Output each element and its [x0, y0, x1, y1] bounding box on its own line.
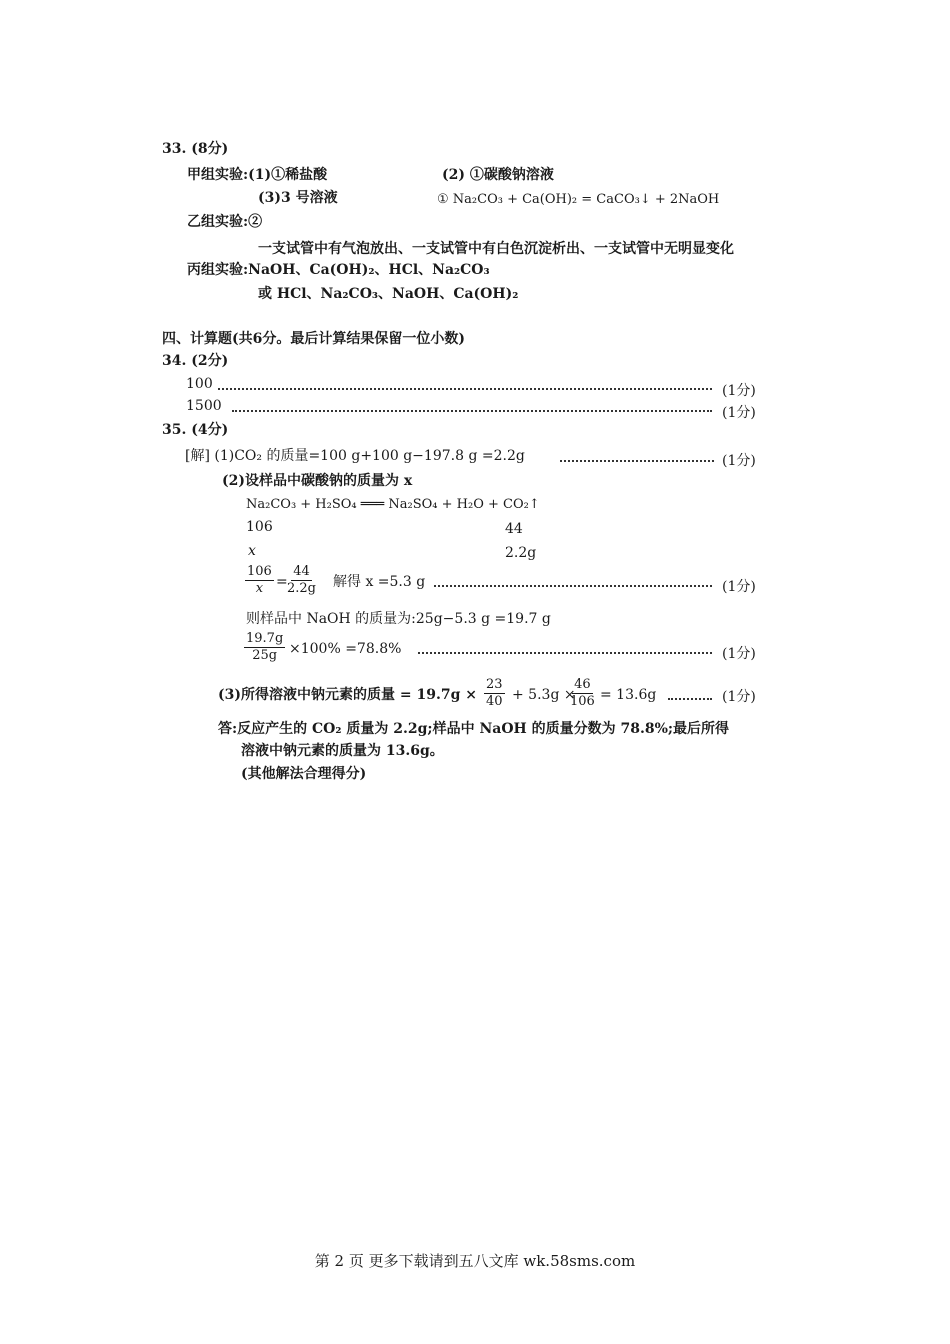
q34-header: 34. (2分)	[162, 353, 229, 369]
q35-pct-den: 25g	[252, 648, 278, 663]
q35-step3-fraction1	[484, 678, 505, 709]
q35-mr-na2co3: 106	[246, 519, 273, 535]
q33-jia-equation: ① Na₂CO₃ + Ca(OH)₂ = CaCO₃↓ + 2NaOH	[437, 192, 720, 207]
q35-step3-b: + 5.3g ×	[512, 687, 576, 703]
q33-bing-line1: 丙组实验:NaOH、Ca(OH)₂、HCl、Na₂CO₃	[187, 262, 490, 278]
q33-header: 33. (8分)	[162, 141, 229, 157]
q35-solve-score: (1分)	[722, 579, 756, 595]
q34-answer1-score: (1分)	[722, 383, 756, 399]
q33-jia-part3: (3)3 号溶液	[258, 190, 338, 206]
q35-pct-fraction	[244, 632, 285, 663]
q35-ratio-num1: 106	[247, 564, 272, 579]
q35-pct-score: (1分)	[722, 646, 756, 662]
leader-dots	[418, 652, 712, 654]
q33-jia-part2: (2) ①碳酸钠溶液	[442, 167, 554, 183]
q35-ratio-equals: =	[276, 574, 288, 590]
q35-step3-f1-num: 23	[486, 677, 503, 692]
q35-step3-score: (1分)	[722, 689, 756, 705]
q35-step1: [解] (1)CO₂ 的质量=100 g+100 g−197.8 g =2.2g	[185, 448, 525, 464]
q34-answer2: 1500	[186, 398, 222, 414]
q35-ratio-fraction1	[245, 565, 274, 596]
leader-dots	[560, 460, 714, 462]
q35-step2: (2)设样品中碳酸钠的质量为 x	[222, 473, 413, 489]
q35-pct-rest: ×100% =78.8%	[289, 641, 402, 657]
q33-jia-label: 甲组实验:(1)①稀盐酸	[187, 167, 328, 183]
section4-title: 四、计算题(共6分。最后计算结果保留一位小数)	[162, 331, 465, 347]
q34-answer1: 100	[186, 376, 213, 392]
leader-dots	[668, 698, 712, 700]
q35-reaction-equation: Na₂CO₃ + H₂SO₄ ═══ Na₂SO₄ + H₂O + CO₂↑	[246, 497, 540, 512]
q34-answer2-score: (1分)	[722, 405, 756, 421]
q35-step1-score: (1分)	[722, 453, 756, 469]
q35-answer-line2: 溶液中钠元素的质量为 13.6g。	[241, 743, 444, 759]
q33-yi-label: 乙组实验:②	[187, 214, 263, 230]
q35-note: (其他解法合理得分)	[241, 766, 367, 782]
page-footer: 第 2 页 更多下载请到五八文库 wk.58sms.com	[314, 1252, 636, 1270]
q35-solve: 解得 x =5.3 g	[333, 574, 426, 590]
q35-naoh-mass: 则样品中 NaOH 的质量为:25g−5.3 g =19.7 g	[246, 611, 551, 627]
q35-ratio-num2: 44	[293, 564, 310, 579]
q35-step3-f2-den: 106	[570, 694, 595, 709]
q35-step3-f1-den: 40	[486, 694, 503, 709]
q35-pct-num: 19.7g	[246, 631, 284, 646]
q35-ratio-den2: 2.2g	[287, 581, 316, 596]
q35-var-x: x	[248, 543, 256, 559]
q33-bing-line2: 或 HCl、Na₂CO₃、NaOH、Ca(OH)₂	[258, 286, 519, 302]
q35-step3-a: (3)所得溶液中钠元素的质量 = 19.7g ×	[218, 687, 477, 703]
leader-dots	[218, 388, 712, 390]
q35-step3-f2-num: 46	[574, 677, 591, 692]
q35-mass-co2: 2.2g	[505, 545, 537, 561]
q35-ratio-fraction2	[285, 565, 318, 596]
leader-dots	[232, 410, 712, 412]
q33-yi-text: 一支试管中有气泡放出、一支试管中有白色沉淀析出、一支试管中无明显变化	[258, 241, 734, 257]
leader-dots	[434, 585, 712, 587]
q35-step3-c: = 13.6g	[600, 687, 657, 703]
q35-ratio-den1: x	[255, 581, 264, 596]
q35-step3-fraction2	[568, 678, 597, 709]
q35-answer-line1: 答:反应产生的 CO₂ 质量为 2.2g;样品中 NaOH 的质量分数为 78.8%;最后所得	[218, 721, 730, 737]
q35-header: 35. (4分)	[162, 422, 229, 438]
q35-mr-co2: 44	[505, 521, 523, 537]
